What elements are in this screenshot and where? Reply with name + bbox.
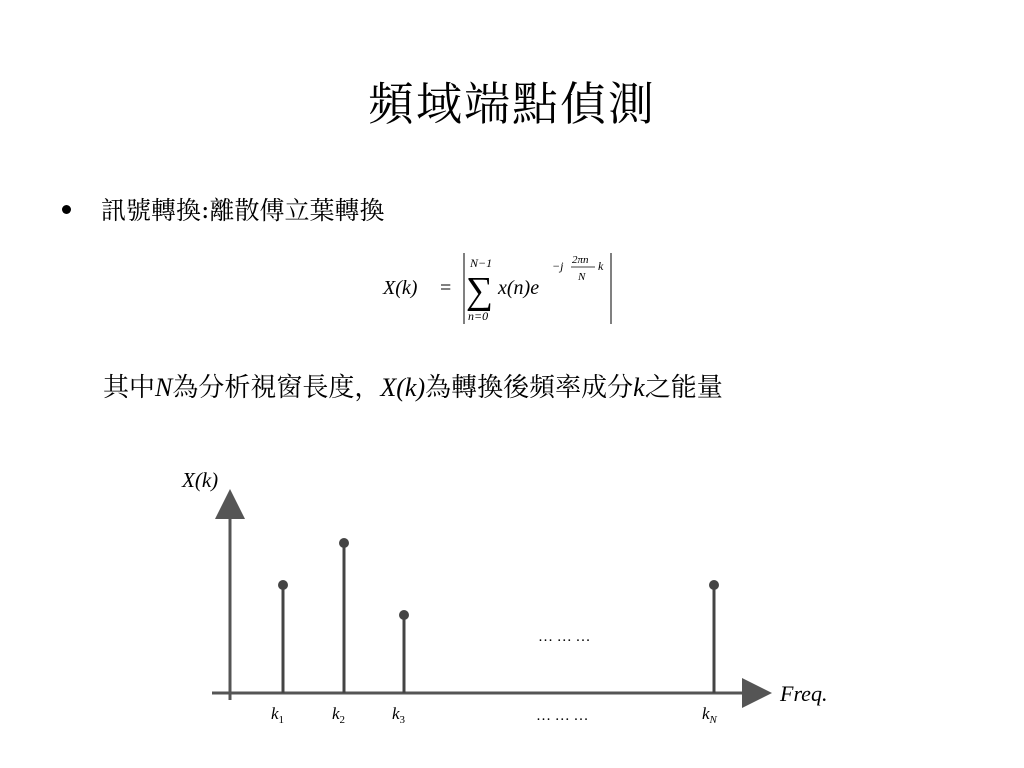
stem-chart <box>170 455 890 755</box>
desc-var-xk: X(k) <box>380 373 426 402</box>
stem-point-k1 <box>278 580 288 590</box>
desc-part2: 為分析視窗長度， <box>172 373 381 403</box>
formula-equals: = <box>440 277 452 299</box>
desc-part3: 為轉換後頻率成分 <box>425 373 634 403</box>
dft-formula <box>380 250 620 328</box>
x-axis-label: Freq. <box>780 681 828 706</box>
bullet-line <box>62 191 384 227</box>
formula-lhs: X(k) <box>383 277 418 299</box>
tick-label-k3: $k_3$ <box>392 704 406 726</box>
stem-point-k3 <box>399 610 409 620</box>
ellipsis-axis: … … … <box>536 708 589 724</box>
desc-var-n: N <box>155 373 173 402</box>
bullet-prefix: 訊號轉換 <box>101 196 202 225</box>
formula-sum-symbol: ∑ <box>466 270 494 312</box>
tick-label-k1: $k_1$ <box>271 704 285 726</box>
formula-exponent: −j <box>552 259 564 273</box>
formula-sum-upper: N−1 <box>470 256 493 270</box>
bullet-colon: : <box>201 194 210 224</box>
description-line <box>103 367 723 404</box>
tick-label-k2: $k_2$ <box>332 704 346 726</box>
formula-exp-suffix: k <box>598 259 604 273</box>
bullet-dot-icon <box>62 205 71 214</box>
desc-part1: 其中 <box>103 373 156 403</box>
formula-exp-numerator: 2πn <box>572 254 589 266</box>
tick-label-kN: $k_N$ <box>702 704 717 726</box>
formula-exp-denominator: N <box>578 271 586 283</box>
ellipsis-top: … … … <box>538 629 591 645</box>
y-axis-label: X(k) <box>182 468 219 492</box>
desc-part4: 之能量 <box>644 373 723 403</box>
formula-term: x(n)e <box>498 277 540 299</box>
stem-point-kN <box>709 580 719 590</box>
slide-title: 頻域端點偵測 <box>368 77 656 131</box>
desc-var-k: k <box>633 373 645 402</box>
formula-sum-lower: n=0 <box>468 309 489 323</box>
stem-point-k2 <box>339 538 349 548</box>
bullet-text: 離散傅立葉轉換 <box>209 196 385 225</box>
